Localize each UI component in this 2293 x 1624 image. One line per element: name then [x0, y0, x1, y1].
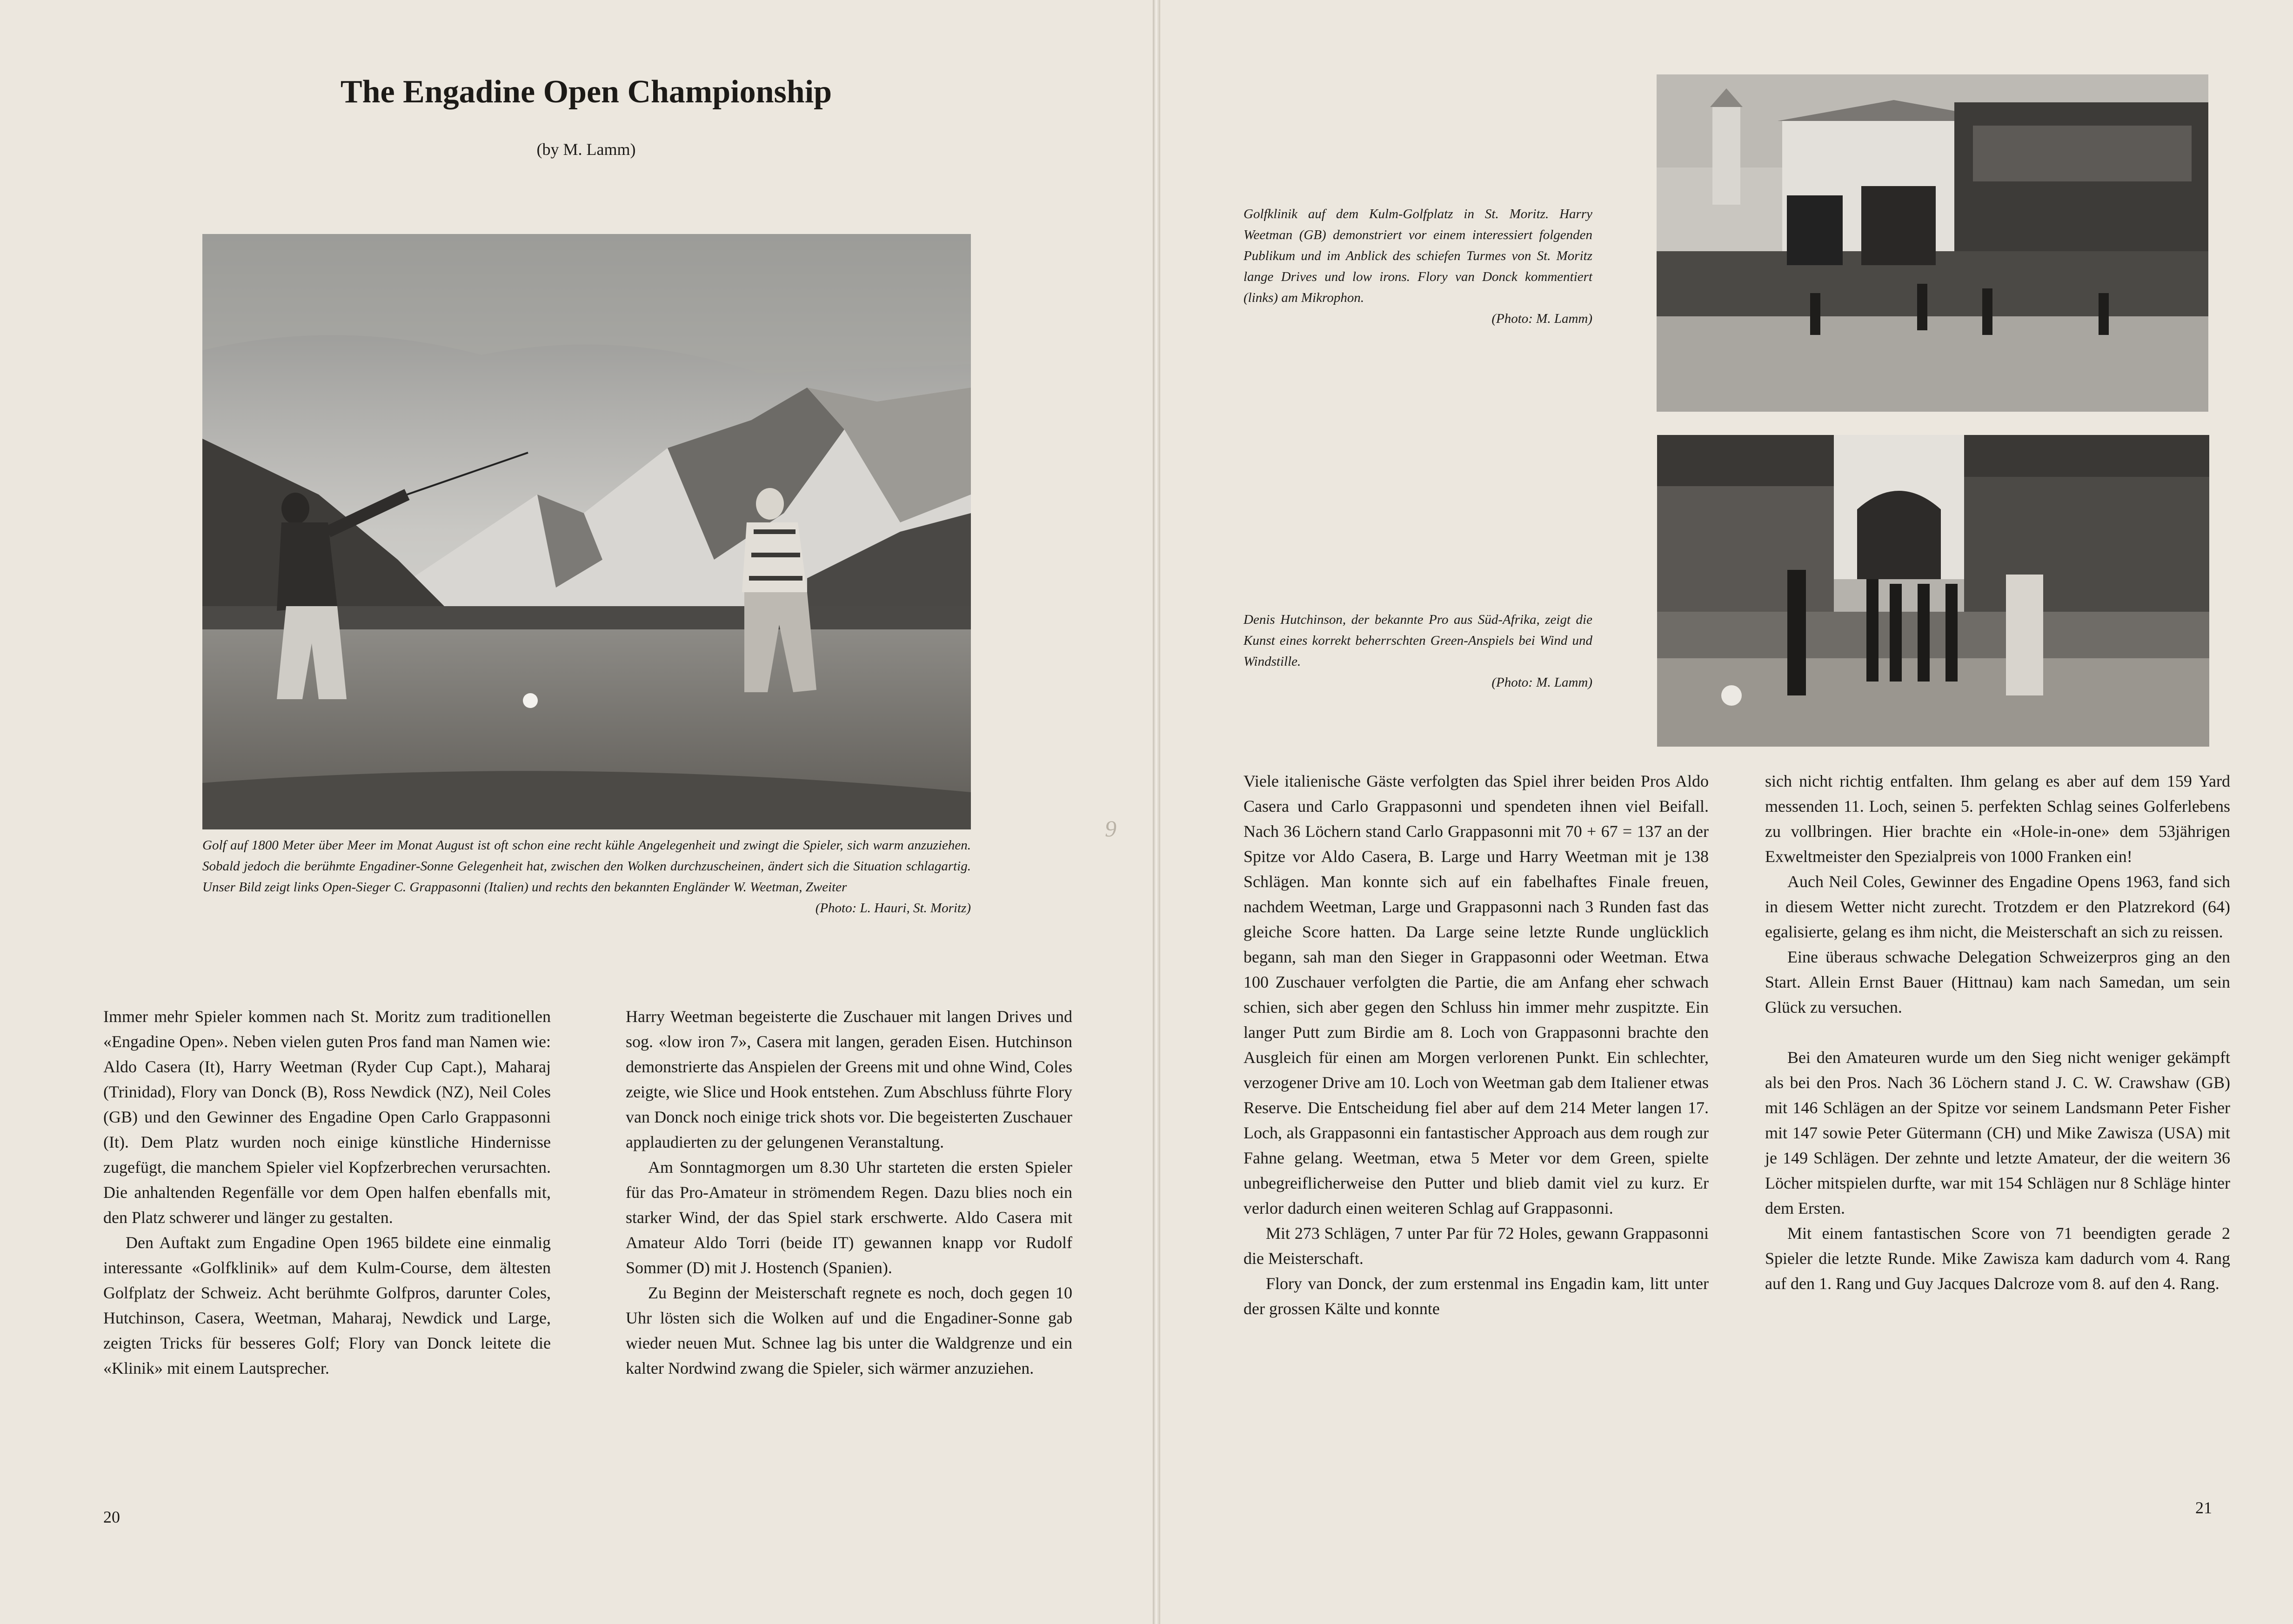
- right-column-1: [1243, 769, 1709, 1321]
- right-column-2: [1765, 769, 2230, 1296]
- paragraph: Viele italienische Gäste verfolgten das Spiel ihrer beiden Pros Aldo Casera und Carlo Grappasonni und spendeten ihnen viel Beifall. Nach 36 Löchern stand Carlo Grappasonni mit 70 + 67 = 137 an der Spitze vor Aldo Casera, B. Large und Harry Weetman mit je 138 Schlägen. Man konnte sich auf ein fabelhaftes Finale freuen, nachdem Weetman, Large und Grappasonni nach 3 Runden fast das gleiche Score hatten. Da Large seine letzte Runde unglücklich begann, sah man den Sieger in Grappasonni oder Weetman. Etwa 100 Zuschauer verfolgten die Partie, die am Anfang eher schwach schien, sich aber gegen den Schluss hin immer mehr zuspitzte. Ein langer Putt zum Birdie am 8. Loch von Grappasonni brachte den Ausgleich für einen am Morgen verlorenen Punkt. Ein schlechter, verzogener Drive am 10. Loch von Weetman gab dem Italiener etwas Reserve. Die Entscheidung fiel aber auf dem 214 Meter langen 17. Loch, als Grappasonni ein fantastischer Approach aus dem rough zur Fahne gelang. Weetman, etwa 5 Meter vor dem Green, spielte unbegreiflicherweise den Putter und blieb damit viel zu kurz. Er verlor dadurch einen weiteren Schlag auf Grappasonni.: [1243, 772, 1709, 1217]
- right-page: [1160, 0, 2293, 1624]
- paragraph: Immer mehr Spieler kommen nach St. Moritz zum traditionellen «Engadine Open». Neben vielen guten Pros fand man Namen wie: Aldo Casera (It), Harry Weetman (Ryder Cup Capt.), Maharaj (Trinidad), Flory van Donck (B), Ross Newdick (NZ), Neil Coles (GB) und den Gewinner des Engadine Open Carlo Grappasonni (It). Dem Platz wurden noch einige künstliche Hindernisse zugefügt, die manchem Spieler viel Kopfzerbrechen verursachten. Die anhaltenden Regenfälle vor dem Open halfen ebenfalls mit, den Platz schwerer und länger zu gestalten.: [103, 1007, 551, 1227]
- photo-credit: (Photo: M. Lamm): [1491, 675, 1592, 690]
- left-column-2: [626, 1004, 1072, 1381]
- book-gutter: [1153, 0, 1160, 1624]
- paragraph: Auch Neil Coles, Gewinner des Engadine Opens 1963, fand sich in diesem Wetter nicht zurecht. Trotzdem er den Platzrekord (64) egalisierte, gelang es ihm nicht, die Meisterschaft an sich zu reissen.: [1765, 872, 2230, 941]
- paragraph: Mit 273 Schlägen, 7 unter Par für 72 Holes, gewann Grappasonni die Meisterschaft.: [1243, 1224, 1709, 1268]
- paragraph: Am Sonntagmorgen um 8.30 Uhr starteten die ersten Spieler für das Pro-Amateur in strömendem Regen. Dazu blies noch ein starker Wind, der das Spiel stark erschwerte. Aldo Casera mit Amateur Aldo Torri (beide IT) gewannen knapp vor Rudolf Sommer (D) mit J. Hostench (Spanien).: [626, 1158, 1072, 1277]
- paragraph: Den Auftakt zum Engadine Open 1965 bildete eine einmalig interessante «Golfklinik» auf dem Kulm-Course, dem ältesten Golfplatz der Schweiz. Acht berühmte Golfpros, darunter Coles, Hutchinson, Casera, Weetman, Maharaj, Newdick und Large, zeigten Tricks für besseres Golf; Flory van Donck leitete die «Klinik» mit einem Lautsprecher.: [103, 1233, 551, 1377]
- page-number: 21: [2195, 1498, 2212, 1517]
- paragraph: Zu Beginn der Meisterschaft regnete es noch, doch gegen 10 Uhr lösten sich die Wolken auf und die Engadiner-Sonne gab wieder neuen Mut. Schnee lag bis unter die Waldgrenze und ein kalter Nordwind zwang die Spieler, sich wärmer anzuziehen.: [626, 1283, 1072, 1377]
- paragraph: Harry Weetman begeisterte die Zuschauer mit langen Drives und sog. «low iron 7», Casera mit langen, geraden Eisen. Hutchinson demonstrierte das Anspielen der Greens mit und ohne Wind, Coles zeigte, wie Slice und Hook entstehen. Zum Abschluss führte Flory van Donck noch einige trick shots vor. Die begeisterten Zuschauer applaudierten zu der gelungenen Veranstaltung.: [626, 1007, 1072, 1151]
- photo-caption-bottom: [1243, 609, 1592, 693]
- page-number: 20: [103, 1508, 120, 1526]
- golf-swing-photo: [202, 234, 971, 829]
- paragraph: sich nicht richtig entfalten. Ihm gelang es aber auf dem 159 Yard messenden 11. Loch, seinen 5. perfekten Schlag seines Golferlebens zu vollbringen. Hier brachte ein «Hole-in-one» dem 53jährigen Exweltmeister den Spezialpreis von 1000 Franken ein!: [1765, 772, 2230, 866]
- paragraph: Flory van Donck, der zum erstenmal ins Engadin kam, litt unter der grossen Kälte und konnte: [1243, 1274, 1709, 1318]
- pencil-mark: 9: [1105, 815, 1116, 842]
- paragraph: Mit einem fantastischen Score von 71 beendigten gerade 2 Spieler die letzte Runde. Mike Zawisza kam dadurch vom 4. Rang auf den 1. Rang und Guy Jacques Dalcroze vom 8. auf den 4. Rang.: [1765, 1224, 2230, 1293]
- paragraph: Eine überaus schwache Delegation Schweizerpros ging an den Start. Allein Ernst Bauer (Hittnau) kam nach Samedan, um sein Glück zu versuchen.: [1765, 948, 2230, 1016]
- photo-caption-text: Golfklinik auf dem Kulm-Golfplatz in St. Moritz. Harry Weetman (GB) demonstriert vor einem interessiert folgenden Publikum und im Anblick des schiefen Turmes von St. Moritz lange Drives und low irons. Flory van Donck kommentiert (links) am Mikrophon.: [1243, 207, 1592, 305]
- photo-credit: (Photo: M. Lamm): [1491, 311, 1592, 326]
- paragraph: Bei den Amateuren wurde um den Sieg nicht weniger gekämpft als bei den Pros. Nach 36 Löchern stand J. C. W. Crawshaw (GB) mit 146 Schlägen an der Spitze vor seinem Landsmann Peter Fisher mit 147 sowie Peter Gütermann (CH) und Mike Zawisza (USA) mit je 149 Schlägen. Der zehnte und letzte Amateur, der die weitern 36 Löcher mitspielen durfte, war mit 154 Schlägen nur 8 Schläge hinter dem Ersten.: [1765, 1048, 2230, 1217]
- photo-caption-text: Golf auf 1800 Meter über Meer im Monat August ist oft schon eine recht kühle Angelegenheit und zwingt die Spieler, sich warm anzuziehen. Sobald jedoch die berühmte Engadiner-Sonne Gelegenheit hat, zwischen den Wolken durchzuscheinen, ändert sich die Situation schlagartig. Unser Bild zeigt links Open-Sieger C. Grappasonni (Italien) und rechts den bekannten Engländer W. Weetman, Zweiter: [202, 838, 971, 895]
- photo-caption: [202, 835, 971, 919]
- photo-caption-top: [1243, 204, 1592, 329]
- photo-caption-text: Denis Hutchinson, der bekannte Pro aus Süd-Afrika, zeigt die Kunst eines korrekt beherrschten Green-Anspiels bei Wind und Windstille.: [1243, 612, 1592, 669]
- photo-credit: (Photo: L. Hauri, St. Moritz): [815, 901, 971, 916]
- article-title: The Engadine Open Championship: [340, 74, 832, 110]
- green-approach-photo: [1657, 435, 2209, 747]
- byline: (by M. Lamm): [536, 140, 636, 159]
- left-column-1: [103, 1004, 551, 1381]
- golf-clinic-photo: [1657, 74, 2208, 412]
